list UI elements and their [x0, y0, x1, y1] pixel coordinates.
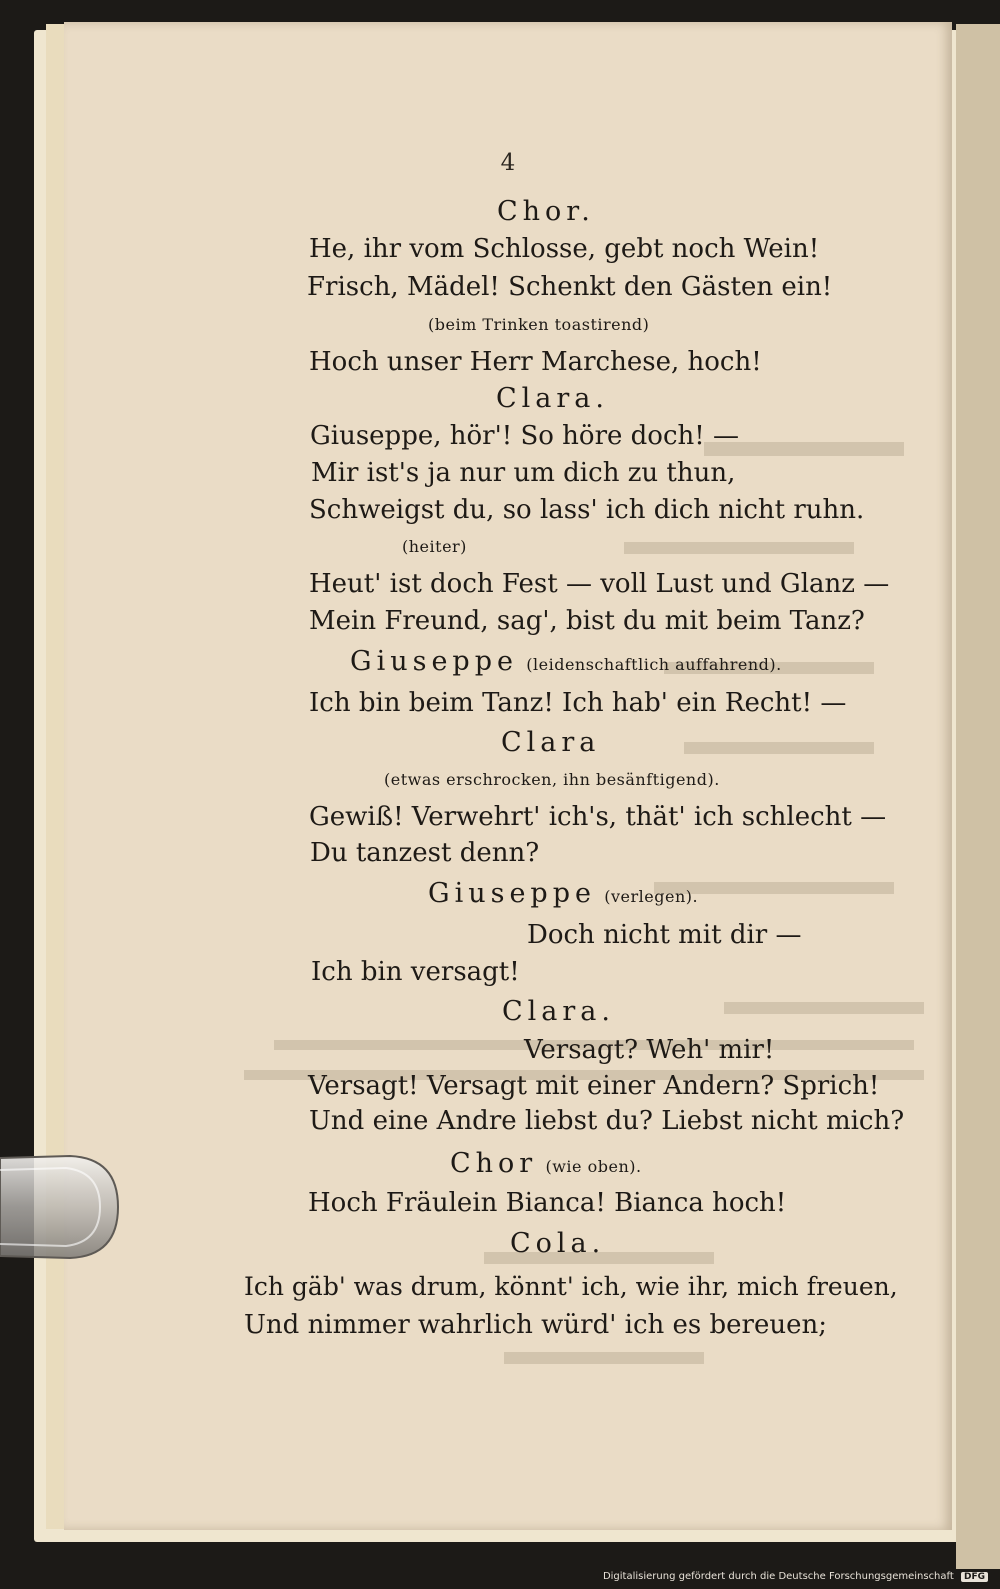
- verse-line: Heut' ist doch Fest — voll Lust und Glanz —: [309, 569, 890, 599]
- stage-direction: (beim Trinken toastirend): [428, 315, 650, 334]
- book-fore-edge: [46, 24, 64, 1529]
- verse-line: Hoch unser Herr Marchese, hoch!: [309, 347, 762, 377]
- verse-line: Giuseppe, hör'! So höre doch! —: [310, 421, 739, 451]
- scanner-clip: [0, 1152, 122, 1262]
- verse-line: Du tanzest denn?: [310, 838, 540, 868]
- speaker-name: Giuseppe: [428, 878, 596, 909]
- verse-line: Und eine Andre liebst du? Liebst nicht mich?: [309, 1106, 905, 1136]
- verse-line: Mein Freund, sag', bist du mit beim Tanz?: [309, 606, 865, 636]
- verse-line: Und nimmer wahrlich würd' ich es bereuen;: [244, 1310, 827, 1340]
- speaker-name: Giuseppe: [350, 646, 518, 677]
- stage-direction: (heiter): [402, 537, 467, 556]
- book-page: [64, 22, 952, 1530]
- verse-line: Ich gäb' was drum, könnt' ich, wie ihr, mich freuen,: [244, 1272, 898, 1301]
- digitization-credit: [603, 1571, 988, 1582]
- verse-line: Hoch Fräulein Bianca! Bianca hoch!: [308, 1188, 787, 1218]
- speaker-heading: Clara: [501, 727, 601, 758]
- facing-page-strip: [956, 24, 1000, 1569]
- stage-direction: (etwas erschrocken, ihn besänftigend).: [384, 770, 720, 789]
- speaker-heading: Cola.: [510, 1228, 606, 1259]
- verse-line: Frisch, Mädel! Schenkt den Gästen ein!: [307, 272, 833, 302]
- verse-line: Schweigst du, so lass' ich dich nicht ruhn.: [309, 495, 865, 525]
- credit-text: Digitalisierung gefördert durch die Deutsche Forschungsgemeinschaft: [602, 1571, 954, 1582]
- verse-line: Doch nicht mit dir —: [527, 920, 802, 950]
- speaker-with-direction: [350, 648, 782, 675]
- speaker-heading: Clara.: [502, 996, 615, 1027]
- stage-direction: (verlegen).: [604, 887, 699, 906]
- verse-line: Mir ist's ja nur um dich zu thun,: [311, 458, 736, 488]
- speaker-name: Chor: [450, 1148, 538, 1179]
- verse-line: Versagt! Versagt mit einer Andern? Sprich!: [308, 1071, 880, 1101]
- speaker-heading: Clara.: [496, 383, 609, 414]
- speaker-with-direction: [428, 880, 698, 907]
- speaker-heading: Chor.: [497, 196, 595, 227]
- play-text: [64, 22, 952, 1530]
- stage-direction: (leidenschaftlich auffahrend).: [526, 655, 782, 674]
- verse-line: Ich bin beim Tanz! Ich hab' ein Recht! —: [309, 688, 847, 718]
- stage-direction: (wie oben).: [545, 1157, 642, 1176]
- verse-line: He, ihr vom Schlosse, gebt noch Wein!: [309, 234, 820, 264]
- verse-line: Ich bin versagt!: [311, 957, 520, 987]
- page-number: 4: [500, 150, 516, 176]
- speaker-with-direction: [450, 1150, 642, 1177]
- verse-line: Versagt? Weh' mir!: [524, 1035, 775, 1065]
- verse-line: Gewiß! Verwehrt' ich's, thät' ich schlecht —: [309, 802, 887, 832]
- dfg-logo: DFG: [961, 1572, 988, 1582]
